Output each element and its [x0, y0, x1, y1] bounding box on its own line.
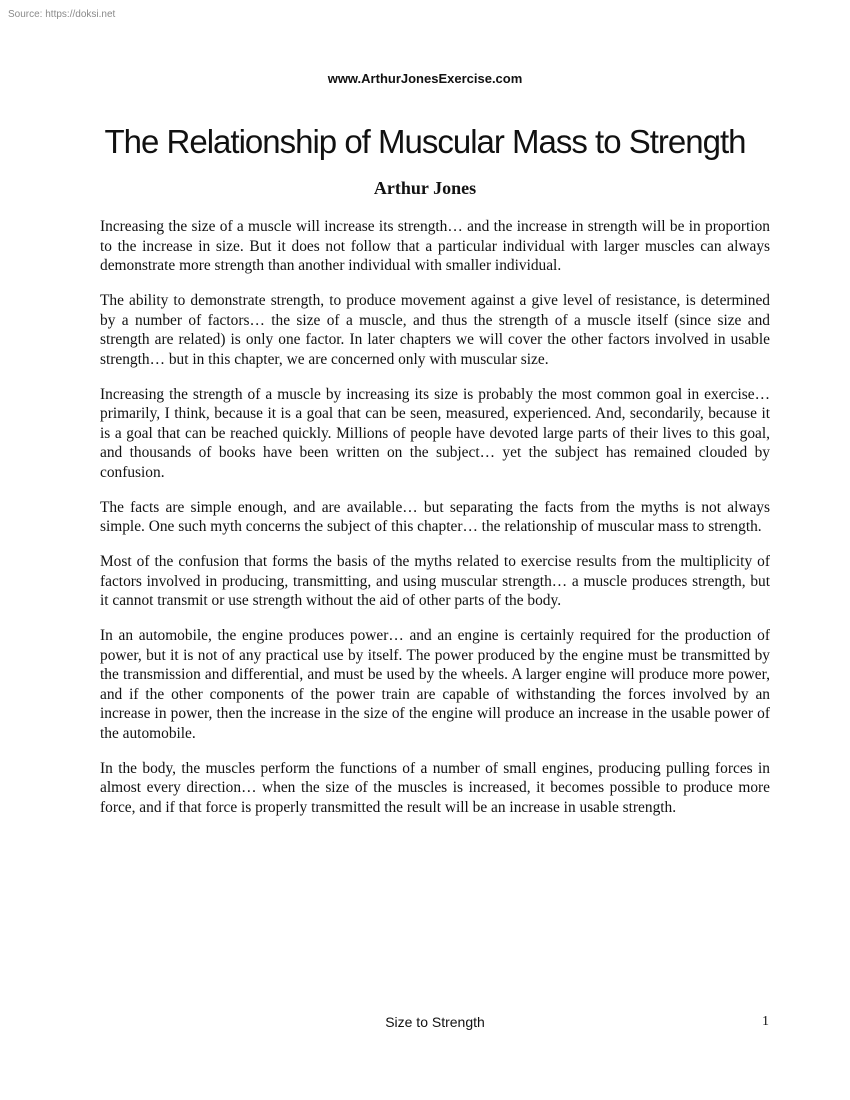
source-watermark: Source: https://doksi.net	[8, 9, 116, 20]
footer-title: Size to Strength	[385, 1014, 485, 1030]
paragraph-3: Increasing the strength of a muscle by increasing its size is probably the most common goal in exercise… primarily, I think, because it is a goal that can be seen, measured, experienced. And, secondarily, because it is a goal that can be reached quickly. Millions of people have devoted large parts of their lives to this goal, and thousands of books have been written on the subject… yet the subject has remained clouded by confusion.	[100, 385, 770, 481]
paragraph-5: Most of the confusion that forms the basis of the myths related to exercise results from the multiplicity of factors involved in producing, transmitting, and using muscular strength… a muscle produces strength, but it cannot transmit or use strength without the aid of other parts of the body.	[100, 553, 770, 609]
author-name: Arthur Jones	[373, 178, 477, 198]
paragraph-2: The ability to demonstrate strength, to produce movement against a give level of resistance, is determined by a number of factors… the size of a muscle, and thus the strength of a muscle itself (since size and strength are related) is only one factor. In later chapters we will cover the other factors involved in usable strength… but in this chapter, we are concerned only with muscular size.	[100, 292, 770, 368]
paragraph-7: In the body, the muscles perform the functions of a number of small engines, producing pulling forces in almost every direction… when the size of the muscles is increased, it becomes possible to produce more force, and if that force is properly transmitted the result will be an increase in usable strength.	[100, 759, 770, 816]
paragraph-1: Increasing the size of a muscle will increase its strength… and the increase in strength will be in proportion to the increase in size. But it does not follow that a particular individual with larger muscles can always demonstrate more strength than another individual with smaller individual.	[100, 218, 770, 274]
article-body	[100, 217, 770, 833]
paragraph-4: The facts are simple enough, and are available… but separating the facts from the myths is not always simple. One such myth concerns the subject of this chapter… the relationship of muscular mass to strength.	[100, 498, 770, 535]
page-number: 1	[762, 1014, 769, 1029]
page-title: The Relationship of Muscular Mass to Strength	[104, 123, 746, 160]
website-header: www.ArthurJonesExercise.com	[327, 71, 523, 86]
paragraph-6: In an automobile, the engine produces power… and an engine is certainly required for the production of power, but it is not of any practical use by itself. The power produced by the engine must be transmitted by the transmission and differential, and must be used by the wheels. A larger engine will produce more power, and if the other components of the power train are capable of withstanding the forces involved by an increase in power, then the increase in the size of the engine will produce an increase in the usable power of the automobile.	[100, 627, 770, 742]
